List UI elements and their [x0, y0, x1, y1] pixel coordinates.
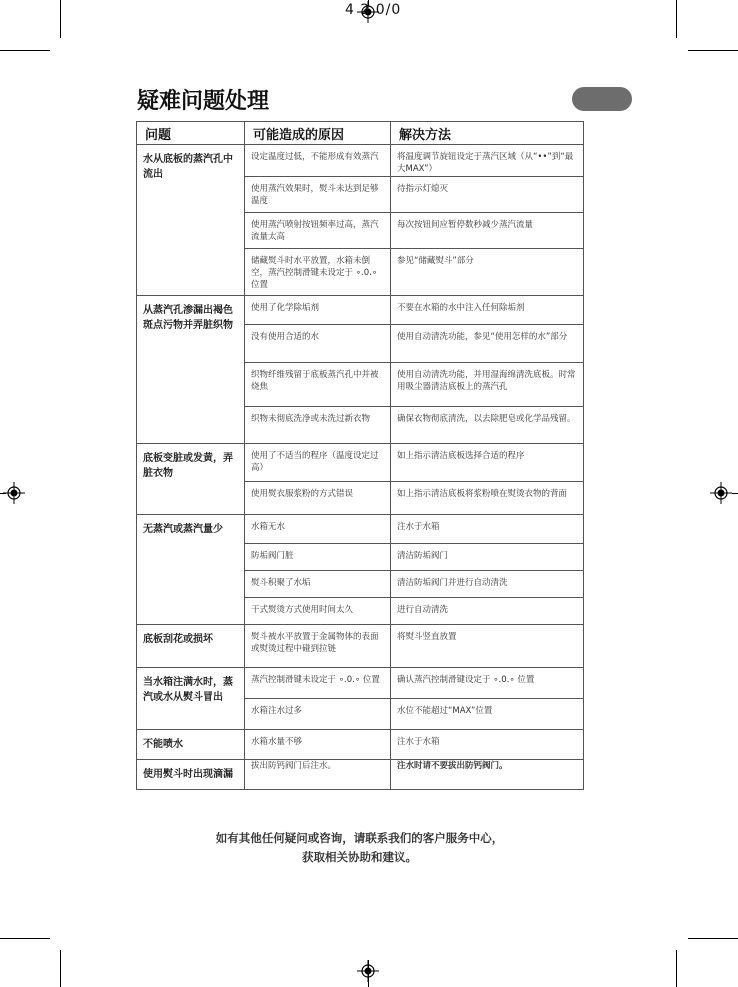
table-row	[137, 444, 584, 482]
solution-cell: 确认蒸汽控制滑键设定于 ∘.0.∘ 位置	[391, 668, 584, 699]
cause-cell: 织物未彻底洗净或未洗过新衣物	[245, 407, 391, 444]
header-problem: 问题	[137, 122, 245, 145]
crop-mark	[688, 938, 738, 939]
page-number: 4 2 0/0	[345, 2, 402, 18]
cause-cell: 熨斗积聚了水垢	[245, 571, 391, 598]
cause-cell: 水箱水量不够	[245, 730, 391, 760]
solution-cell: 将熨斗竖直放置	[391, 625, 584, 668]
footer-line: 获取相关协助和建议。	[302, 850, 417, 864]
cause-cell: 水箱无水	[245, 515, 391, 544]
cause-cell: 使用熨衣服浆粉的方式错误	[245, 482, 391, 515]
header-solution: 解决方法	[391, 122, 584, 145]
problem-cell: 不能喷水	[137, 730, 245, 760]
registration-mark-icon	[3, 482, 25, 504]
solution-cell: 清洁防垢阀门并进行自动清洗	[391, 571, 584, 598]
problem-cell: 底板变脏或发黄，弄脏衣物	[137, 444, 245, 515]
solution-cell: 注水时请不要拔出防钙阀门。	[391, 760, 584, 790]
solution-cell: 使用自动清洗功能，并用湿海绵清洗底板。时常用吸尘器清洁底板上的蒸汽孔	[391, 363, 584, 407]
solution-cell: 参见“储藏熨斗”部分	[391, 249, 584, 296]
crop-mark	[688, 50, 738, 51]
cause-cell: 蒸汽控制滑键未设定于 ∘.0.∘ 位置	[245, 668, 391, 699]
cause-cell: 织物纤维残留于底板蒸汽孔中并被烧焦	[245, 363, 391, 407]
footer-note	[136, 829, 583, 867]
solution-cell: 确保衣物彻底清洗，以去除肥皂或化学品残留。	[391, 407, 584, 444]
header-cause: 可能造成的原因	[245, 122, 391, 145]
solution-cell: 如上指示清洁底板选择合适的程序	[391, 444, 584, 482]
solution-cell: 将温度调节旋钮设定于蒸汽区域（从“••”到“最大MAX”）	[391, 145, 584, 177]
cause-cell: 水箱注水过多	[245, 699, 391, 730]
cause-cell: 熨斗被水平放置于金属物体的表面或熨烫过程中碰到拉链	[245, 625, 391, 668]
table-header-row	[137, 122, 584, 145]
cause-cell: 使用蒸汽效果时，熨斗未达到足够温度	[245, 177, 391, 213]
table-row	[137, 145, 584, 177]
troubleshooting-table	[136, 121, 584, 790]
problem-cell: 水从底板的蒸汽孔中流出	[137, 145, 245, 296]
table-row	[137, 668, 584, 699]
problem-cell: 无蒸汽或蒸汽量少	[137, 515, 245, 625]
cause-cell: 干式熨烫方式使用时间太久	[245, 598, 391, 625]
crop-mark	[732, 493, 738, 494]
solution-cell: 注水于水箱	[391, 730, 584, 760]
problem-cell: 从蒸汽孔渗漏出褐色斑点污物并弄脏织物	[137, 296, 245, 444]
solution-cell: 待指示灯熄灭	[391, 177, 584, 213]
table-row	[137, 730, 584, 760]
cause-cell: 拔出防钙阀门后注水。	[245, 760, 391, 790]
solution-cell: 清洁防垢阀门	[391, 544, 584, 571]
table-row	[137, 625, 584, 668]
solution-cell: 进行自动清洗	[391, 598, 584, 625]
problem-cell: 底板刮花或损坏	[137, 625, 245, 668]
registration-mark-icon	[357, 960, 379, 982]
solution-cell: 注水于水箱	[391, 515, 584, 544]
footer-line: 如有其他任何疑问或咨询，请联系我们的客户服务中心，	[215, 831, 504, 845]
crop-mark	[0, 50, 50, 51]
problem-cell: 使用熨斗时出现滴漏	[137, 760, 245, 790]
cause-cell: 使用蒸汽喷射按钮频率过高，蒸汽流量太高	[245, 213, 391, 249]
table-row	[137, 296, 584, 325]
cause-cell: 储藏熨斗时水平放置，水箱未倒空，蒸汽控制滑键未设定于 ∘.0.∘ 位置	[245, 249, 391, 296]
solution-cell: 使用自动清洗功能，参见“使用怎样的水”部分	[391, 325, 584, 363]
solution-cell: 每次按钮间应暂停数秒减少蒸汽流量	[391, 213, 584, 249]
cause-cell: 使用了化学除垢剂	[245, 296, 391, 325]
table-row	[137, 515, 584, 544]
crop-mark	[60, 0, 61, 38]
cause-cell: 设定温度过低，不能形成有效蒸汽	[245, 145, 391, 177]
solution-cell: 不要在水箱的水中注入任何除垢剂	[391, 296, 584, 325]
crop-mark	[0, 938, 50, 939]
solution-cell: 水位不能超过“MAX”位置	[391, 699, 584, 730]
problem-cell: 当水箱注满水时，蒸汽或水从熨斗冒出	[137, 668, 245, 730]
table-row	[137, 760, 584, 790]
cause-cell: 使用了不适当的程序（温度设定过高）	[245, 444, 391, 482]
cause-cell: 防垢阀门脏	[245, 544, 391, 571]
page-title: 疑难问题处理	[137, 89, 270, 114]
solution-cell: 如上指示清洁底板将浆粉喷在熨烫衣物的背面	[391, 482, 584, 515]
crop-mark	[676, 0, 677, 38]
cause-cell: 没有使用合适的水	[245, 325, 391, 363]
language-tab-marker	[572, 87, 632, 111]
registration-mark-icon	[710, 482, 732, 504]
crop-mark	[60, 950, 61, 987]
crop-mark	[676, 950, 677, 987]
